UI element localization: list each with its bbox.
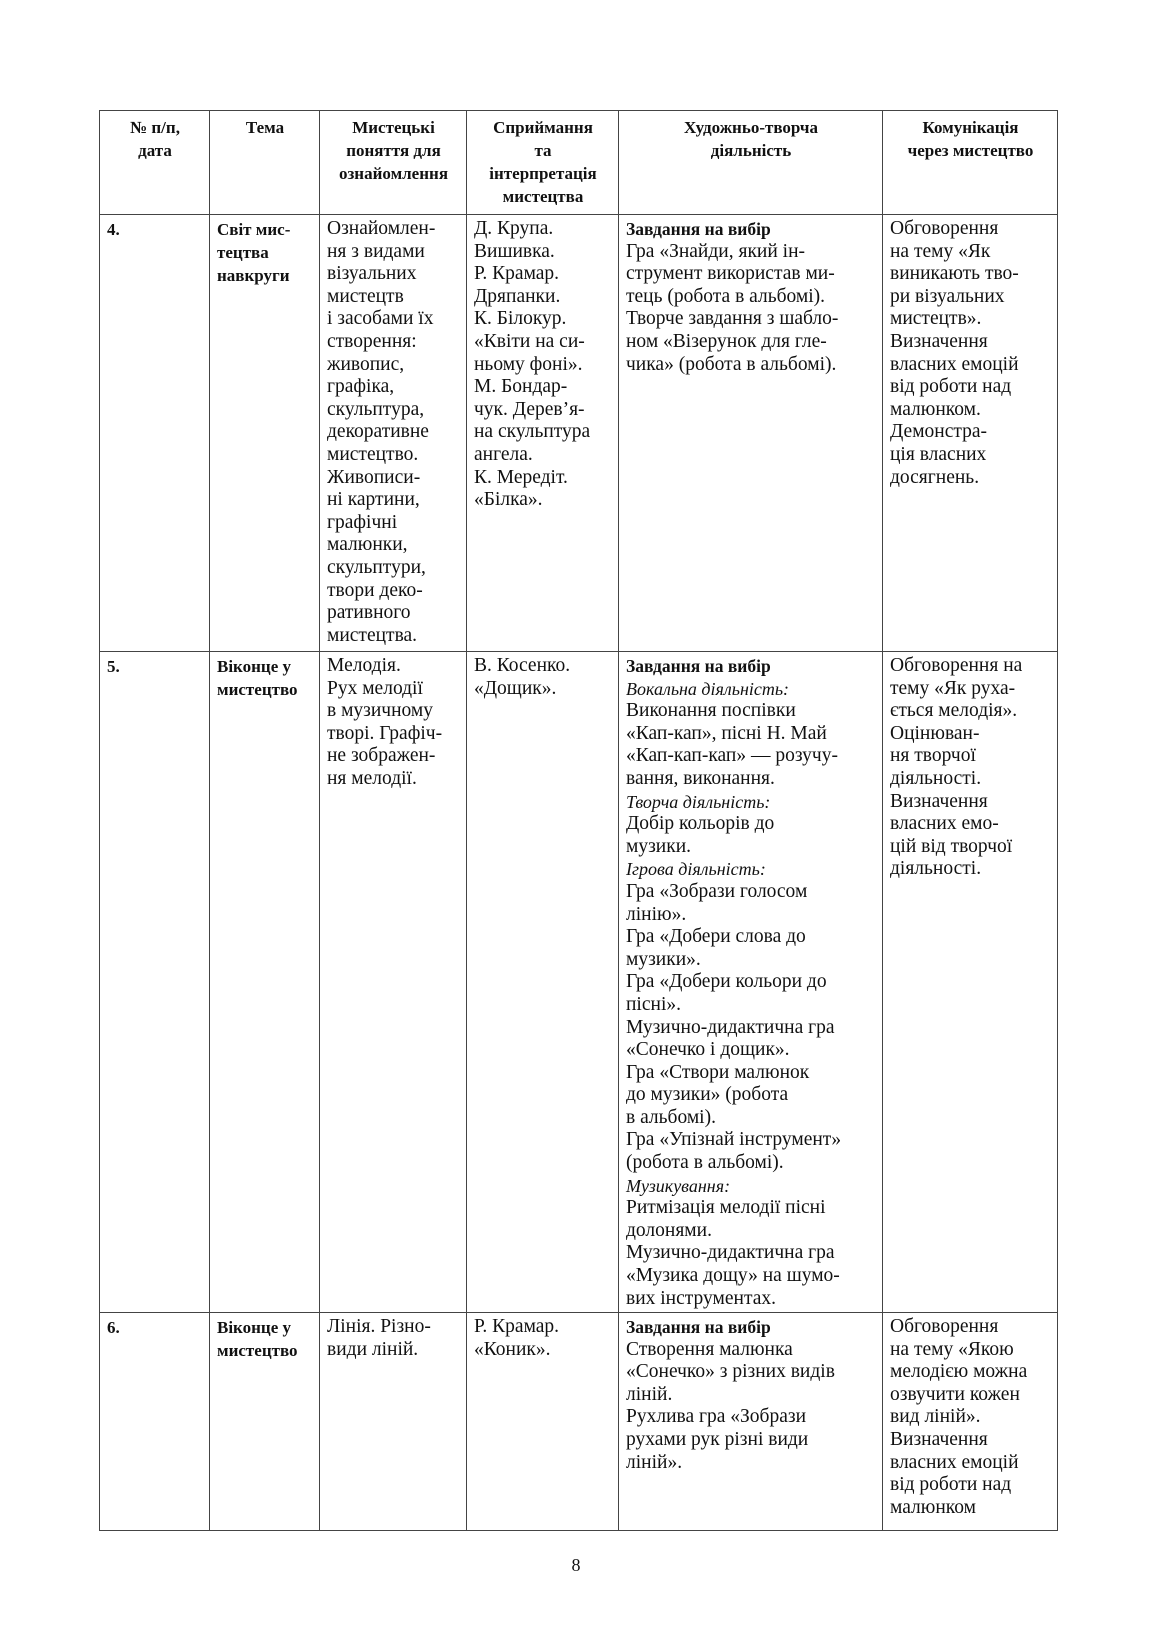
- cell-line: вання, виконання.: [626, 767, 775, 789]
- cell-line: чика» (робота в альбомі).: [626, 353, 837, 375]
- cell-line: чук. Дерев’я-: [474, 398, 585, 420]
- cell-line: Вокальна діяльність:: [626, 678, 790, 699]
- cell-line: Творче завдання з шабло-: [626, 308, 839, 330]
- cell-line: в альбомі).: [626, 1106, 716, 1128]
- cell-line: від роботи над: [890, 1474, 1012, 1496]
- cell-line: діяльність: [710, 141, 792, 160]
- header-theme: [210, 111, 320, 215]
- cell-line: лінію».: [626, 903, 687, 925]
- cell-line: Творча діяльність:: [626, 791, 771, 812]
- cell-perception: [467, 652, 619, 1313]
- cell-line: «Дощик».: [474, 677, 557, 699]
- cell-number: 5.: [100, 652, 210, 1313]
- table-row: [100, 215, 1058, 652]
- cell-line: ні картини,: [327, 489, 420, 511]
- cell-line: ри візуальних: [890, 285, 1005, 307]
- cell-line: візуальних: [327, 263, 417, 285]
- cell-line: рухами рук різні види: [626, 1428, 809, 1450]
- cell-line: ція власних: [890, 443, 987, 465]
- cell-number: 6.: [100, 1313, 210, 1531]
- cell-line: Гра «Зобрази голосом: [626, 880, 808, 902]
- cell-activity: [619, 1313, 883, 1531]
- cell-line: тему «Як руха-: [890, 677, 1016, 699]
- cell-line: Визначення: [890, 330, 988, 352]
- cell-communication: [883, 215, 1058, 652]
- cell-line: озвучити кожен: [890, 1383, 1020, 1405]
- cell-line: власних емо-: [890, 813, 999, 835]
- cell-line: та: [534, 141, 552, 160]
- cell-line: ліній.: [626, 1383, 673, 1405]
- cell-communication: [883, 652, 1058, 1313]
- cell-line: Визначення: [890, 1428, 988, 1450]
- cell-line: «Кап-кап-кап» — розучу-: [626, 745, 838, 767]
- cell-line: власних емоцій: [890, 353, 1019, 375]
- cell-line: «Кап-кап», пісні Н. Май: [626, 722, 827, 744]
- cell-line: Вишивка.: [474, 240, 555, 262]
- cell-line: музики».: [626, 948, 701, 970]
- cell-line: М. Бондар-: [474, 376, 568, 398]
- cell-line: Д. Крупа.: [474, 218, 554, 239]
- cell-line: скульптура,: [327, 398, 425, 420]
- cell-theme: [210, 215, 320, 652]
- cell-line: власних емоцій: [890, 1451, 1019, 1473]
- cell-line: «Сонечко» з різних видів: [626, 1361, 835, 1383]
- cell-line: Добір кольорів до: [626, 813, 775, 835]
- cell-line: мистецтво: [217, 1341, 298, 1360]
- cell-line: ознайомлення: [338, 164, 449, 183]
- cell-line: «Сонечко і дощик».: [626, 1039, 790, 1061]
- cell-line: Музично-дидактична гра: [626, 1016, 835, 1038]
- cell-line: Демонстра-: [890, 421, 988, 443]
- cell-line: інтерпретація: [489, 164, 597, 183]
- cell-line: тецтва: [217, 243, 269, 262]
- cell-line: Художньо-творча: [683, 118, 819, 137]
- cell-line: ня з видами: [327, 240, 425, 262]
- cell-line: Обговорення: [890, 1316, 999, 1337]
- cell-line: Рух мелодії: [327, 677, 423, 699]
- table-row: [100, 1313, 1058, 1531]
- cell-line: (робота в альбомі).: [626, 1152, 784, 1174]
- cell-line: через мистецтво: [907, 141, 1034, 160]
- cell-line: декоративне: [327, 421, 429, 443]
- cell-line: ня мелодії.: [327, 767, 417, 789]
- cell-line: пісні».: [626, 993, 681, 1015]
- cell-line: Визначення: [890, 790, 988, 812]
- cell-line: ангела.: [474, 443, 533, 465]
- cell-line: «Квіти на си-: [474, 330, 585, 352]
- cell-line: Гра «Упізнай інструмент»: [626, 1129, 842, 1151]
- cell-activity: [619, 652, 883, 1313]
- cell-line: Сприймання: [493, 118, 593, 137]
- cell-line: малюнком: [890, 1496, 976, 1518]
- cell-line: малюнком.: [890, 398, 981, 420]
- header-communication: [883, 111, 1058, 215]
- header-creative-activity: [619, 111, 883, 215]
- cell-line: музики.: [626, 835, 692, 857]
- cell-line: від роботи над: [890, 376, 1012, 398]
- cell-line: твори деко-: [327, 579, 423, 601]
- cell-line: Віконце у: [217, 1318, 292, 1337]
- cell-line: до музики» (робота: [626, 1084, 789, 1106]
- cell-line: мистецтво: [217, 680, 298, 699]
- cell-line: тець (робота в альбомі).: [626, 285, 826, 307]
- cell-line: ративного: [327, 602, 411, 624]
- cell-line: Світ мис-: [217, 220, 291, 239]
- cell-line: діяльності.: [890, 858, 982, 880]
- cell-line: мистецтва: [502, 187, 584, 206]
- cell-line: Гра «Добери кольори до: [626, 971, 827, 993]
- cell-line: Виконання поспівки: [626, 700, 796, 722]
- cell-line: Ігрова діяльність:: [626, 859, 766, 880]
- cell-line: мистецтв: [327, 285, 404, 307]
- cell-line: К. Білокур.: [474, 308, 567, 330]
- cell-line: малюнки,: [327, 534, 408, 556]
- cell-line: Обговорення на: [890, 655, 1023, 676]
- cell-line: на скульптура: [474, 421, 591, 443]
- cell-concepts: [320, 1313, 467, 1531]
- cell-line: ном «Візерунок для гле-: [626, 330, 827, 352]
- cell-concepts: [320, 652, 467, 1313]
- cell-line: виникають тво-: [890, 263, 1019, 285]
- cell-perception: [467, 215, 619, 652]
- header-number-date: [100, 111, 210, 215]
- cell-line: мистецтв».: [890, 308, 982, 330]
- cell-line: досягнень.: [890, 466, 980, 488]
- cell-line: Ритмізація мелодії пісні: [626, 1197, 826, 1219]
- cell-theme: [210, 652, 320, 1313]
- cell-communication: [883, 1313, 1058, 1531]
- cell-line: Комунікація: [922, 118, 1019, 137]
- cell-line: на тему «Якою: [890, 1338, 1014, 1360]
- cell-line: Р. Крамар.: [474, 1316, 560, 1337]
- cell-line: графіка,: [327, 376, 395, 398]
- cell-line: вих інструментах.: [626, 1287, 776, 1309]
- cell-line: Тема: [245, 118, 285, 137]
- cell-line: поняття для: [346, 141, 441, 160]
- cell-line: створення:: [327, 330, 417, 352]
- cell-line: № п/п,: [130, 118, 180, 137]
- cell-line: долонями.: [626, 1219, 712, 1241]
- cell-line: В. Косенко.: [474, 655, 571, 676]
- page-number: 8: [571, 1555, 581, 1575]
- cell-line: Музично-дидактична гра: [626, 1242, 835, 1264]
- cell-line: Оцінюван-: [890, 722, 980, 744]
- cell-line: творі. Графіч-: [327, 722, 443, 744]
- cell-line: Лінія. Різно-: [327, 1316, 431, 1337]
- cell-line: Завдання на вибір: [626, 656, 771, 676]
- lesson-plan-table: [99, 110, 1058, 1531]
- cell-line: Музикування:: [626, 1175, 731, 1196]
- cell-line: «Коник».: [474, 1338, 551, 1360]
- cell-line: в музичному: [327, 700, 434, 722]
- cell-line: Завдання на вибір: [626, 1317, 771, 1337]
- table-row: [100, 652, 1058, 1313]
- cell-line: цій від творчої: [890, 835, 1013, 857]
- cell-line: і засобами їх: [327, 308, 434, 330]
- cell-line: ліній».: [626, 1451, 683, 1473]
- cell-line: на тему «Як: [890, 240, 991, 262]
- cell-line: мистецтво.: [327, 443, 419, 465]
- cell-line: Р. Крамар.: [474, 263, 560, 285]
- cell-line: Ознайомлен-: [327, 218, 436, 239]
- cell-line: графічні: [327, 511, 398, 533]
- cell-line: струмент використав ми-: [626, 263, 835, 285]
- cell-line: не зображен-: [327, 745, 436, 767]
- cell-activity: [619, 215, 883, 652]
- table-header-row: [100, 111, 1058, 215]
- cell-line: Віконце у: [217, 657, 292, 676]
- cell-line: Рухлива гра «Зобрази: [626, 1406, 807, 1428]
- cell-line: Мистецькі: [352, 118, 435, 137]
- cell-line: Живописи-: [327, 466, 421, 488]
- cell-line: Створення малюнка: [626, 1338, 793, 1360]
- cell-line: ня творчої: [890, 745, 976, 767]
- cell-concepts: [320, 215, 467, 652]
- cell-line: Мелодія.: [327, 655, 401, 676]
- cell-line: ньому фоні».: [474, 353, 583, 375]
- cell-line: Дряпанки.: [474, 285, 561, 307]
- cell-line: живопис,: [327, 353, 405, 375]
- header-art-concepts: [320, 111, 467, 215]
- cell-line: Гра «Добери слова до: [626, 926, 806, 948]
- cell-line: мелодією можна: [890, 1361, 1028, 1383]
- cell-theme: [210, 1313, 320, 1531]
- cell-line: види ліній.: [327, 1338, 419, 1360]
- cell-line: навкруги: [217, 266, 290, 285]
- cell-line: «Білка».: [474, 489, 543, 511]
- cell-line: скульптури,: [327, 556, 426, 578]
- cell-line: Завдання на вибір: [626, 219, 771, 239]
- cell-line: Гра «Знайди, який ін-: [626, 240, 806, 262]
- cell-line: мистецтва.: [327, 624, 418, 646]
- cell-line: дата: [138, 141, 172, 160]
- header-perception: [467, 111, 619, 215]
- cell-line: діяльності.: [890, 767, 982, 789]
- cell-line: Гра «Створи малюнок: [626, 1061, 810, 1083]
- cell-line: «Музика дощу» на шумо-: [626, 1265, 840, 1287]
- cell-perception: [467, 1313, 619, 1531]
- cell-number: 4.: [100, 215, 210, 652]
- cell-line: ється мелодія».: [890, 700, 1018, 722]
- cell-line: К. Мередіт.: [474, 466, 568, 488]
- cell-line: вид ліній».: [890, 1406, 981, 1428]
- cell-line: Обговорення: [890, 218, 999, 239]
